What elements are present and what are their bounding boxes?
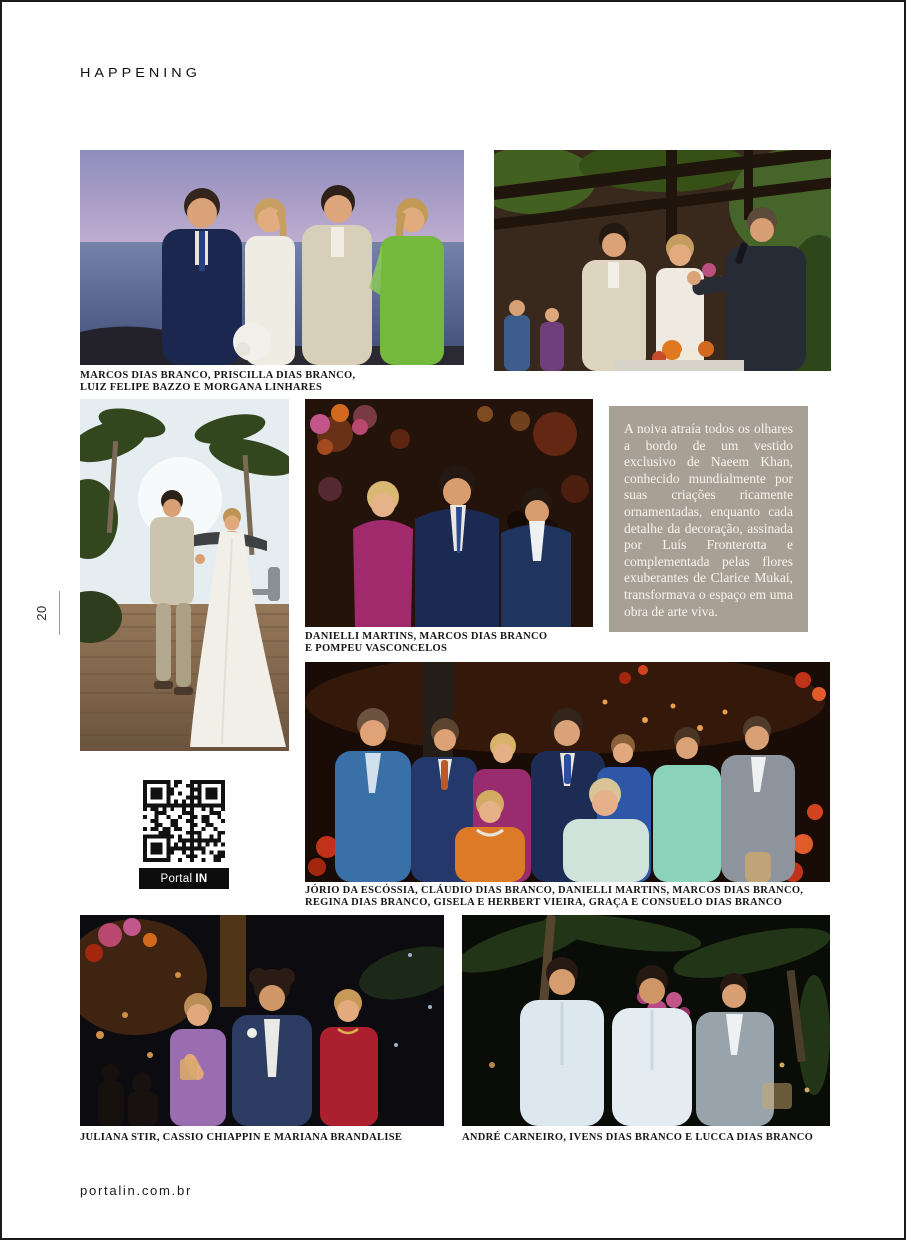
caption-night-party-trio	[80, 1132, 444, 1144]
photo-wedding-ceremony	[494, 150, 831, 371]
caption-line: JÓRIO DA ESCÓSSIA, CLÁUDIO DIAS BRANCO, DANIELLI MARTINS, MARCOS DIAS BRANCO,	[305, 885, 804, 896]
caption-three-men	[462, 1132, 830, 1144]
caption-line: E POMPEU VASCONCELOS	[305, 643, 448, 654]
photo-three-men	[462, 915, 830, 1126]
highlight-text: A noiva atraía todos os olhares a bordo de um vestido exclusivo de Naeem Khan, conhecido mundialmente por suas criações ricamente ornamentadas, enquanto cada detalhe da decoração, assinada por Luís Fronterotta e complementada pelas flores exuberantes de Clarice Mukai, transformava o espaço em uma obra de arte viva.	[624, 421, 793, 619]
caption-trio-reception	[305, 631, 605, 655]
caption-line: MARCOS DIAS BRANCO, PRISCILLA DIAS BRANCO,	[80, 370, 356, 381]
caption-line: ANDRÉ CARNEIRO, IVENS DIAS BRANCO E LUCCA DIAS BRANCO	[462, 1132, 814, 1143]
photo-couple-boardwalk	[80, 399, 289, 751]
photo-large-family-group	[305, 662, 830, 882]
photo-trio-reception	[305, 399, 593, 627]
caption-line: DANIELLI MARTINS, MARCOS DIAS BRANCO	[305, 631, 548, 642]
page-number-rule	[59, 591, 60, 635]
highlight-text-box	[609, 406, 808, 632]
caption-line: JULIANA STIR, CASSIO CHIAPPIN E MARIANA BRANDALISE	[80, 1132, 403, 1143]
photo-beach-family-group	[80, 150, 464, 365]
caption-beach-family-group	[80, 370, 430, 394]
qr-label-bold: IN	[195, 872, 208, 885]
qr-label-regular: Portal	[160, 872, 193, 885]
caption-line: LUIZ FELIPE BAZZO E MORGANA LINHARES	[80, 382, 323, 393]
caption-large-family-group	[305, 885, 830, 909]
section-title: HAPPENING	[80, 66, 201, 80]
footer-website: portalin.com.br	[80, 1184, 193, 1198]
photo-night-party-trio	[80, 915, 444, 1126]
qr-label	[139, 868, 229, 889]
qr-code	[139, 776, 229, 866]
caption-line: REGINA DIAS BRANCO, GISELA E HERBERT VIEIRA, GRAÇA E CONSUELO DIAS BRANCO	[305, 897, 783, 908]
page-number: 20	[34, 605, 49, 621]
